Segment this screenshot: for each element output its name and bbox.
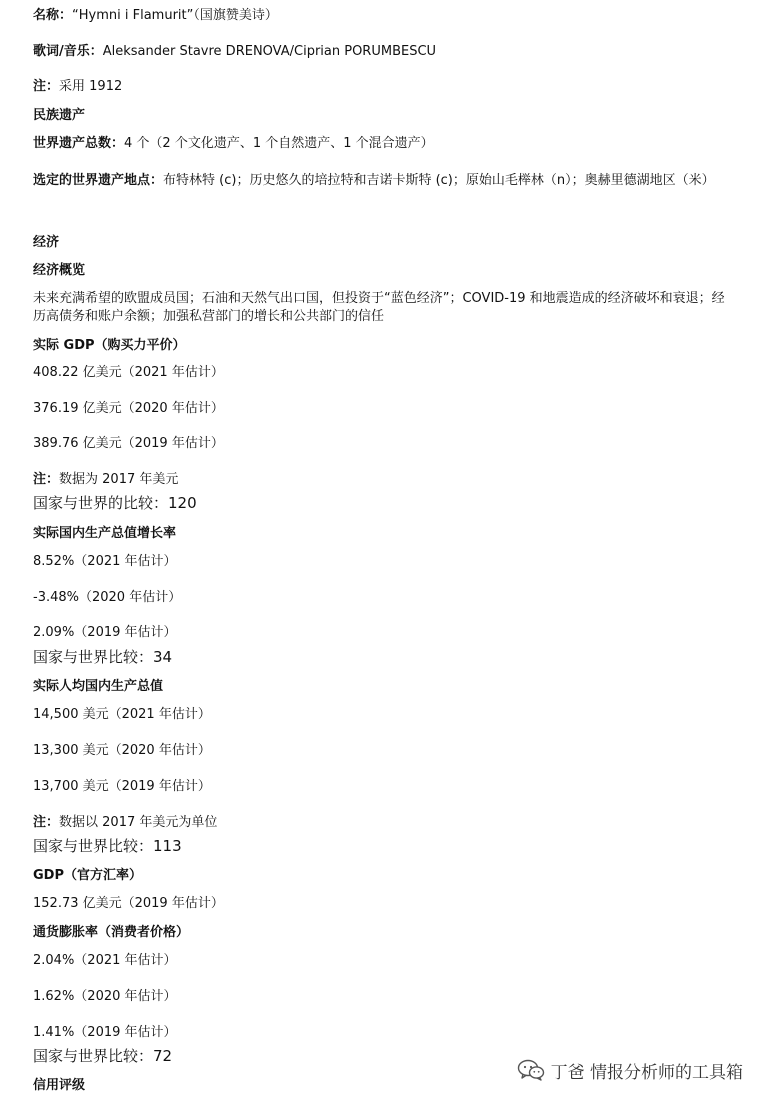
growth-value: 8.52%（2021 年估计） — [33, 554, 177, 569]
watermark-text: 丁爸 情报分析师的工具箱 — [550, 1062, 743, 1083]
anthem-note-label: 注： — [33, 79, 60, 94]
inflation-value: 1.62%（2020 年估计） — [33, 989, 177, 1004]
anthem-note-value: 采用 1912 — [59, 79, 123, 94]
per-capita-compare: 国家与世界比较：113 — [33, 837, 182, 855]
wechat-icon — [517, 1059, 545, 1081]
anthem-lyrics-label: 歌词/音乐： — [33, 44, 103, 59]
gdp-ppp-value: 376.19 亿美元（2020 年估计） — [33, 401, 224, 416]
per-capita-note-line — [33, 814, 217, 832]
gdp-ppp-value: 389.76 亿美元（2019 年估计） — [33, 436, 224, 451]
inflation-value: 2.04%（2021 年估计） — [33, 953, 177, 968]
gdp-ppp-compare: 国家与世界的比较：120 — [33, 494, 197, 512]
per-capita-note-value: 数据以 2017 年美元为单位 — [59, 815, 218, 830]
per-capita-note-label: 注： — [33, 815, 60, 830]
growth-compare: 国家与世界比较：34 — [33, 648, 173, 666]
anthem-name-line — [33, 7, 278, 25]
heritage-total-line — [33, 135, 434, 153]
heritage-sites-value: 布特林特 (c)；历史悠久的培拉特和吉诺卡斯特 (c)；原始山毛榉林（n）；奥赫里德湖地区（米） — [163, 173, 715, 188]
gdp-ppp-value: 408.22 亿美元（2021 年估计） — [33, 365, 224, 380]
anthem-lyrics-value: Aleksander Stavre DRENOVA/Ciprian PORUMBESCU — [102, 44, 437, 59]
inflation-value: 1.41%（2019 年估计） — [33, 1025, 177, 1040]
gdp-official-heading: GDP（官方汇率） — [33, 868, 142, 883]
heritage-sites-line — [33, 172, 733, 190]
growth-value: -3.48%（2020 年估计） — [33, 590, 182, 605]
gdp-official-value: 152.73 亿美元（2019 年估计） — [33, 896, 224, 911]
heritage-total-value: 4 个（2 个文化遗产、1 个自然遗产、1 个混合遗产） — [124, 136, 434, 151]
anthem-name-label: 名称： — [33, 8, 73, 23]
inflation-heading: 通货膨胀率（消费者价格） — [33, 925, 190, 940]
inflation-compare: 国家与世界比较：72 — [33, 1047, 173, 1065]
anthem-name-value: “Hymni i Flamurit”（国旗赞美诗） — [72, 8, 278, 23]
anthem-lyrics-line — [33, 43, 436, 61]
economy-heading: 经济 — [33, 235, 60, 250]
heritage-total-label: 世界遗产总数： — [33, 136, 125, 151]
per-capita-value: 14,500 美元（2021 年估计） — [33, 707, 211, 722]
economy-overview-text: 未来充满希望的欧盟成员国；石油和天然气出口国，但投资于“蓝色经济”；COVID-19 和地震造成的经济破坏和衰退；经历高债务和账户余额；加强私营部门的增长和公共部门的信任 — [33, 291, 725, 324]
gdp-ppp-note-line — [33, 471, 178, 489]
growth-value: 2.09%（2019 年估计） — [33, 625, 177, 640]
per-capita-heading: 实际人均国内生产总值 — [33, 679, 164, 694]
per-capita-value: 13,300 美元（2020 年估计） — [33, 743, 211, 758]
economy-overview-heading: 经济概览 — [33, 263, 86, 278]
per-capita-value: 13,700 美元（2019 年估计） — [33, 779, 211, 794]
gdp-ppp-note-value: 数据为 2017 年美元 — [59, 472, 179, 487]
gdp-ppp-heading: 实际 GDP（购买力平价） — [33, 338, 186, 353]
gdp-ppp-note-label: 注： — [33, 472, 60, 487]
growth-heading: 实际国内生产总值增长率 — [33, 526, 177, 541]
heritage-heading: 民族遗产 — [33, 108, 86, 123]
anthem-note-line — [33, 78, 122, 96]
heritage-sites-label: 选定的世界遗产地点： — [33, 173, 164, 188]
watermark — [517, 1058, 743, 1082]
credit-rating-heading: 信用评级 — [33, 1078, 86, 1093]
